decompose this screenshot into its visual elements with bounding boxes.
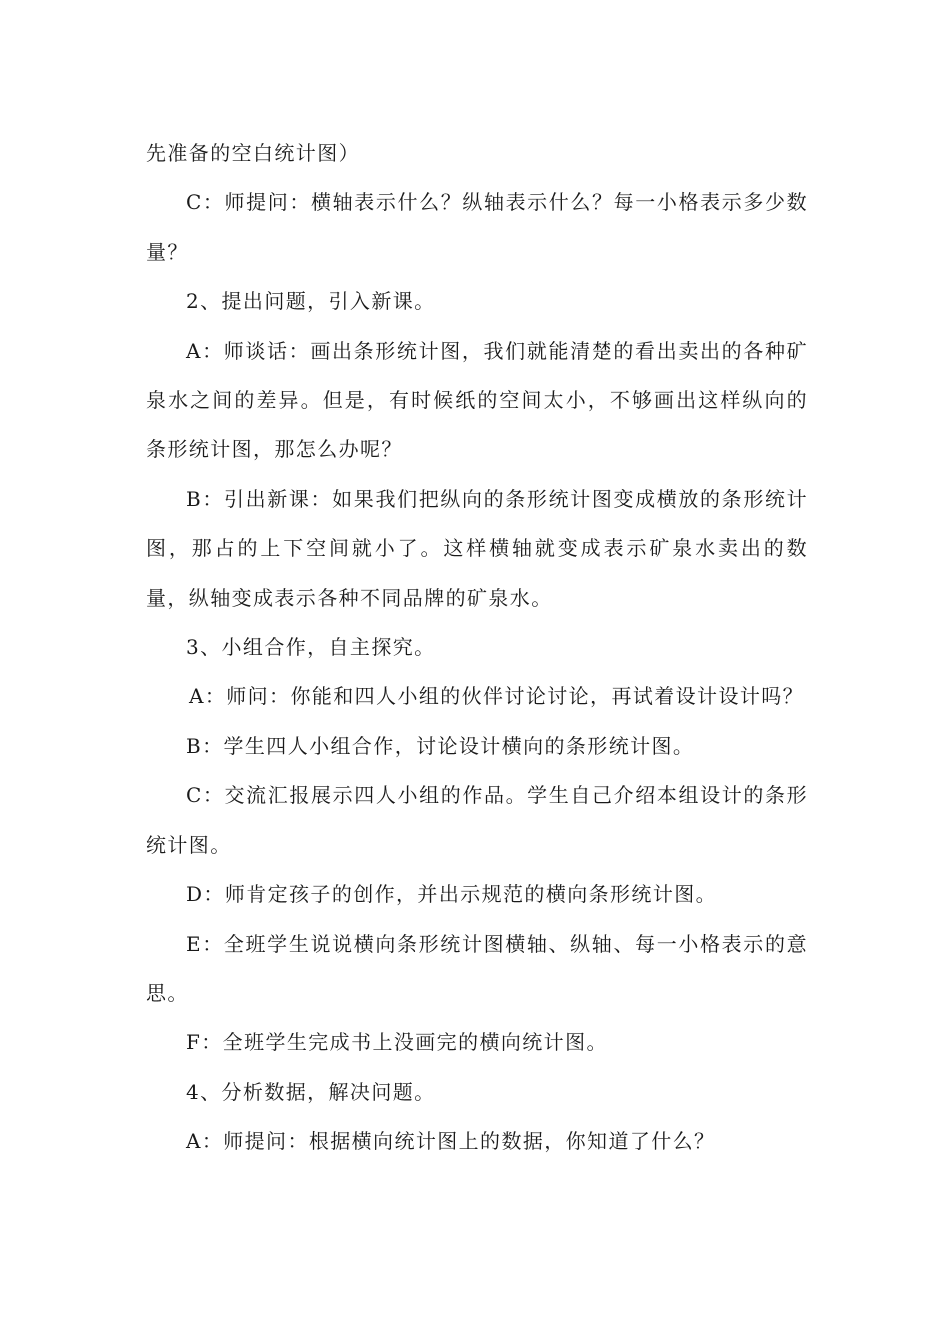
section-heading-3: 3、小组合作，自主探究。 bbox=[186, 635, 436, 660]
paragraph-teacher-ask: A：师问：你能和四人小组的伙伴讨论讨论，再试着设计设计吗？ bbox=[189, 684, 805, 709]
document-body bbox=[146, 129, 808, 1167]
paragraph-teacher-affirm: D：师肯定孩子的创作，并出示规范的横向条形统计图。 bbox=[186, 882, 718, 907]
paragraph-class-discuss: E：全班学生说说横向条形统计图横轴、纵轴、每一小格表示的意思。 bbox=[146, 931, 808, 1005]
paragraph-group-work: B：学生四人小组合作，讨论设计横向的条形统计图。 bbox=[186, 733, 695, 758]
paragraph-class-complete: F：全班学生完成书上没画完的横向统计图。 bbox=[186, 1030, 608, 1055]
paragraph-new-lesson: B：引出新课：如果我们把纵向的条形统计图变成横放的条形统计图，那占的上下空间就小了。这样横轴就变成表示矿泉水卖出的数量，纵轴变成表示各种不同品牌的矿泉水。 bbox=[146, 486, 808, 610]
paragraph-teacher-question: A：师提问：根据横向统计图上的数据，你知道了什么？ bbox=[186, 1129, 716, 1154]
paragraph-question-c: C：师提问：横轴表示什么？纵轴表示什么？每一小格表示多少数量？ bbox=[146, 190, 808, 264]
paragraph-exchange-report: C：交流汇报展示四人小组的作品。学生自己介绍本组设计的条形统计图。 bbox=[146, 783, 808, 857]
section-heading-2: 2、提出问题，引入新课。 bbox=[186, 289, 436, 314]
section-heading-4: 4、分析数据，解决问题。 bbox=[186, 1079, 436, 1104]
paragraph-continuation: 先准备的空白统计图） bbox=[146, 141, 360, 165]
paragraph-teacher-talk: A：师谈话：画出条形统计图，我们就能清楚的看出卖出的各种矿泉水之间的差异。但是，有时候纸的空间太小，不够画出这样纵向的条形统计图，那怎么办呢？ bbox=[146, 338, 808, 462]
